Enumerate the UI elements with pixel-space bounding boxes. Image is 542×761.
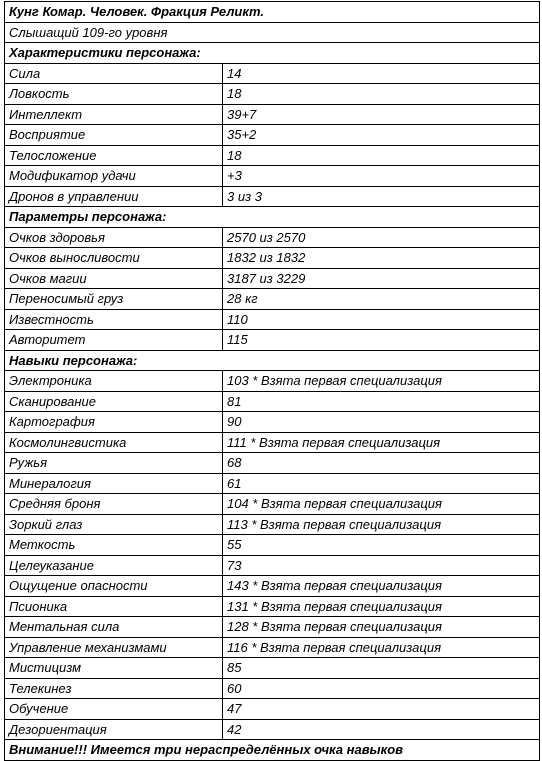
parameter-value: 2570 из 2570 (223, 227, 540, 248)
skill-label: Целеуказание (5, 555, 223, 576)
characteristic-row (5, 186, 540, 207)
characteristic-value: 18 (223, 84, 540, 105)
footer-note-heading-row (5, 740, 540, 761)
skill-row (5, 494, 540, 515)
skills-heading: Навыки персонажа: (5, 350, 540, 371)
skill-label: Дезориентация (5, 719, 223, 740)
characteristic-row (5, 104, 540, 125)
skill-row (5, 371, 540, 392)
parameters-heading-row (5, 207, 540, 228)
skill-row (5, 412, 540, 433)
characteristic-value: 3 из 3 (223, 186, 540, 207)
parameter-value: 3187 из 3229 (223, 268, 540, 289)
skill-label: Электроника (5, 371, 223, 392)
skill-value: 61 (223, 473, 540, 494)
skill-row (5, 555, 540, 576)
skill-label: Картография (5, 412, 223, 433)
skill-value: 103 * Взята первая специализация (223, 371, 540, 392)
skill-value: 116 * Взята первая специализация (223, 637, 540, 658)
characteristic-value: 18 (223, 145, 540, 166)
skill-value: 111 * Взята первая специализация (223, 432, 540, 453)
characteristic-value: 35+2 (223, 125, 540, 146)
skill-label: Средняя броня (5, 494, 223, 515)
characteristic-label: Дронов в управлении (5, 186, 223, 207)
skill-label: Управление механизмами (5, 637, 223, 658)
skill-row (5, 596, 540, 617)
parameter-label: Переносимый груз (5, 289, 223, 310)
skill-row (5, 678, 540, 699)
skill-value: 81 (223, 391, 540, 412)
characteristic-row (5, 84, 540, 105)
skill-value: 113 * Взята первая специализация (223, 514, 540, 535)
skill-row (5, 576, 540, 597)
characteristic-label: Интеллект (5, 104, 223, 125)
skill-value: 42 (223, 719, 540, 740)
skill-value: 131 * Взята первая специализация (223, 596, 540, 617)
skill-row (5, 637, 540, 658)
characteristic-row (5, 63, 540, 84)
characteristic-label: Сила (5, 63, 223, 84)
title-row (5, 2, 540, 23)
level-row (5, 22, 540, 43)
parameter-label: Очков здоровья (5, 227, 223, 248)
parameters-heading: Параметры персонажа: (5, 207, 540, 228)
characteristic-label: Телосложение (5, 145, 223, 166)
skill-value: 90 (223, 412, 540, 433)
parameter-value: 1832 из 1832 (223, 248, 540, 269)
skill-value: 60 (223, 678, 540, 699)
footer-note-heading: Внимание!!! Имеется три нераспределённых очка навыков (5, 740, 540, 761)
skills-heading-row (5, 350, 540, 371)
skill-label: Сканирование (5, 391, 223, 412)
parameter-row (5, 309, 540, 330)
characteristic-label: Модификатор удачи (5, 166, 223, 187)
characteristic-row (5, 166, 540, 187)
skill-label: Псионика (5, 596, 223, 617)
skill-label: Телекинез (5, 678, 223, 699)
skill-row (5, 658, 540, 679)
skill-row (5, 473, 540, 494)
skill-label: Зоркий глаз (5, 514, 223, 535)
parameter-row (5, 330, 540, 351)
characteristic-row (5, 145, 540, 166)
skill-row (5, 617, 540, 638)
skill-row (5, 453, 540, 474)
skill-row (5, 535, 540, 556)
parameter-value: 28 кг (223, 289, 540, 310)
skill-value: 104 * Взята первая специализация (223, 494, 540, 515)
parameter-row (5, 268, 540, 289)
characteristic-row (5, 125, 540, 146)
skill-value: 68 (223, 453, 540, 474)
characteristic-label: Ловкость (5, 84, 223, 105)
skill-value: 85 (223, 658, 540, 679)
characteristic-value: +3 (223, 166, 540, 187)
skill-label: Мистицизм (5, 658, 223, 679)
character-sheet-body (5, 2, 540, 761)
skill-row (5, 699, 540, 720)
parameter-row (5, 227, 540, 248)
skill-row (5, 432, 540, 453)
skill-value: 143 * Взята первая специализация (223, 576, 540, 597)
skill-value: 73 (223, 555, 540, 576)
skill-label: Минералогия (5, 473, 223, 494)
skill-label: Ружья (5, 453, 223, 474)
character-sheet-table (4, 1, 540, 761)
skill-row (5, 719, 540, 740)
skill-label: Меткость (5, 535, 223, 556)
characteristic-value: 14 (223, 63, 540, 84)
parameter-label: Очков магии (5, 268, 223, 289)
parameter-value: 110 (223, 309, 540, 330)
parameter-label: Авторитет (5, 330, 223, 351)
skill-row (5, 514, 540, 535)
skill-label: Обучение (5, 699, 223, 720)
skill-row (5, 391, 540, 412)
skill-label: Ощущение опасности (5, 576, 223, 597)
parameter-value: 115 (223, 330, 540, 351)
parameter-row (5, 289, 540, 310)
parameter-row (5, 248, 540, 269)
parameter-label: Очков выносливости (5, 248, 223, 269)
characteristic-value: 39+7 (223, 104, 540, 125)
characteristics-heading: Характеристики персонажа: (5, 43, 540, 64)
parameter-label: Известность (5, 309, 223, 330)
characteristic-label: Восприятие (5, 125, 223, 146)
skill-value: 128 * Взята первая специализация (223, 617, 540, 638)
skill-label: Космолингвистика (5, 432, 223, 453)
character-level: Слышащий 109-го уровня (5, 22, 540, 43)
character-title: Кунг Комар. Человек. Фракция Реликт. (5, 2, 540, 23)
skill-label: Ментальная сила (5, 617, 223, 638)
skill-value: 47 (223, 699, 540, 720)
characteristics-heading-row (5, 43, 540, 64)
skill-value: 55 (223, 535, 540, 556)
